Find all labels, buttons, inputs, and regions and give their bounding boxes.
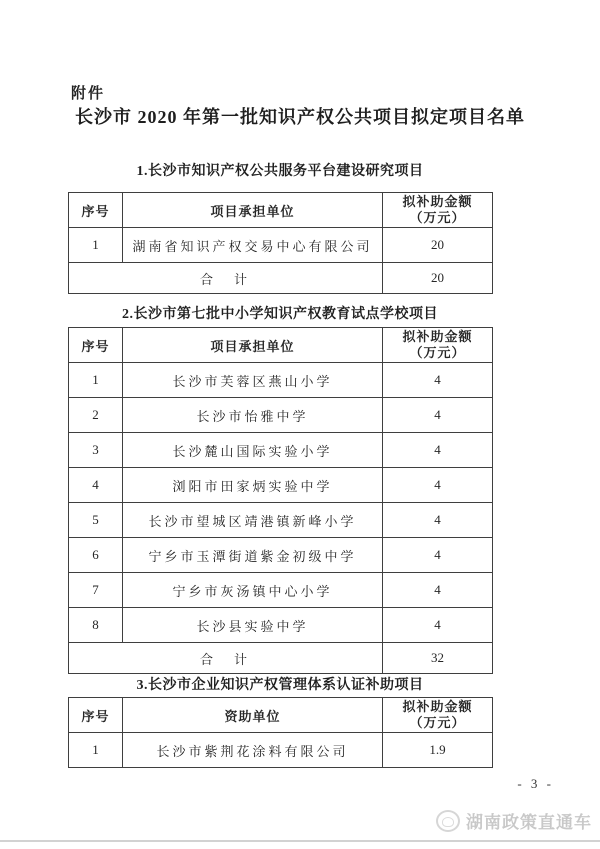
header-index: 序号 [69, 328, 123, 363]
table-header-row [69, 698, 493, 733]
row-index: 3 [69, 433, 123, 468]
header-unit: 资助单位 [123, 698, 383, 733]
row-amount: 4 [383, 398, 493, 433]
row-index: 2 [69, 398, 123, 433]
row-unit: 湖南省知识产权交易中心有限公司 [123, 228, 383, 263]
table-row [69, 538, 493, 573]
row-amount: 4 [383, 433, 493, 468]
row-unit: 长沙市望城区靖港镇新峰小学 [123, 503, 383, 538]
section-title-2: 2.长沙市第七批中小学知识产权教育试点学校项目 [122, 307, 438, 322]
total-label: 合 计 [69, 263, 383, 294]
table-total-row [69, 263, 493, 294]
row-unit: 长沙市芙蓉区燕山小学 [123, 363, 383, 398]
project-table-2 [68, 327, 493, 674]
header-unit: 项目承担单位 [123, 328, 383, 363]
table-row [69, 503, 493, 538]
row-unit: 长沙市紫荆花涂料有限公司 [123, 733, 383, 768]
row-index: 4 [69, 468, 123, 503]
row-index: 8 [69, 608, 123, 643]
row-index: 1 [69, 228, 123, 263]
row-index: 1 [69, 363, 123, 398]
table-row [69, 433, 493, 468]
watermark-text: 湖南政策直通车 [466, 813, 592, 832]
page-number: - 3 - [517, 776, 554, 791]
table-total-row [69, 643, 493, 674]
row-amount: 4 [383, 468, 493, 503]
table-row [69, 608, 493, 643]
header-index: 序号 [69, 698, 123, 733]
row-unit: 长沙麓山国际实验小学 [123, 433, 383, 468]
row-index: 1 [69, 733, 123, 768]
table-row [69, 228, 493, 263]
header-amount-line2: （万元） [409, 210, 466, 225]
row-amount: 4 [383, 503, 493, 538]
row-amount: 4 [383, 538, 493, 573]
header-index: 序号 [69, 193, 123, 228]
table-row [69, 363, 493, 398]
table-row [69, 573, 493, 608]
section-title-3: 3.长沙市企业知识产权管理体系认证补助项目 [136, 678, 424, 693]
row-amount: 4 [383, 608, 493, 643]
row-unit: 浏阳市田家炳实验中学 [123, 468, 383, 503]
row-amount: 1.9 [383, 733, 493, 768]
total-label: 合 计 [69, 643, 383, 674]
section-title-1: 1.长沙市知识产权公共服务平台建设研究项目 [136, 164, 424, 179]
header-amount-line1: 拟补助金额 [402, 699, 473, 714]
row-unit: 宁乡市灰汤镇中心小学 [123, 573, 383, 608]
row-unit: 长沙县实验中学 [123, 608, 383, 643]
watermark-logo-icon [436, 810, 460, 832]
header-amount-line2: （万元） [409, 715, 466, 730]
project-table-1 [68, 192, 493, 294]
header-amount [383, 328, 493, 363]
project-table-3 [68, 697, 493, 768]
row-amount: 20 [383, 228, 493, 263]
attachment-label: 附件 [71, 86, 106, 102]
header-amount [383, 193, 493, 228]
row-unit: 长沙市怡雅中学 [123, 398, 383, 433]
header-amount-line1: 拟补助金额 [402, 329, 473, 344]
header-amount [383, 698, 493, 733]
table-row [69, 398, 493, 433]
header-amount-line1: 拟补助金额 [402, 194, 473, 209]
table-header-row [69, 328, 493, 363]
table-row [69, 733, 493, 768]
row-index: 6 [69, 538, 123, 573]
total-amount: 20 [383, 263, 493, 294]
total-amount: 32 [383, 643, 493, 674]
row-amount: 4 [383, 363, 493, 398]
header-unit: 项目承担单位 [123, 193, 383, 228]
table-row [69, 468, 493, 503]
table-header-row [69, 193, 493, 228]
watermark [436, 808, 592, 833]
row-index: 5 [69, 503, 123, 538]
row-index: 7 [69, 573, 123, 608]
header-amount-line2: （万元） [409, 345, 466, 360]
row-unit: 宁乡市玉潭街道紫金初级中学 [123, 538, 383, 573]
document-title: 长沙市 2020 年第一批知识产权公共项目拟定项目名单 [75, 107, 525, 127]
footer-divider [0, 840, 600, 842]
row-amount: 4 [383, 573, 493, 608]
